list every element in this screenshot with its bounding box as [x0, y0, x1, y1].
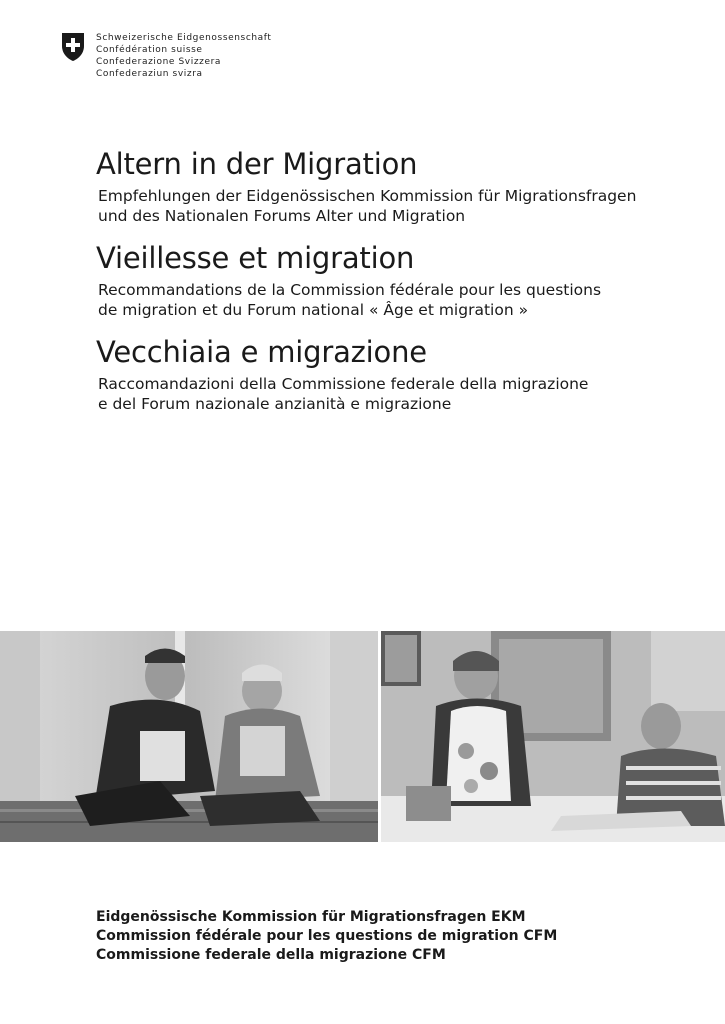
subtitle-line: Recommandations de la Commission fédérale pour les questions: [98, 281, 602, 299]
header: [60, 32, 272, 80]
elderly-couple-making-pasta-photo: [381, 631, 725, 842]
federal-names: [96, 32, 272, 80]
commission-name-it: Commissione federale della migrazione CFM: [96, 947, 446, 963]
subtitle-it: [98, 374, 696, 414]
title-block-it: [96, 334, 696, 414]
title-de: Altern in der Migration: [96, 147, 418, 181]
federal-name-de: Schweizerische Eidgenossenschaft: [96, 33, 272, 43]
subtitle-line: Empfehlungen der Eidgenössischen Kommission für Migrationsfragen: [98, 187, 637, 205]
subtitle-line: Raccomandazioni della Commissione federale della migrazione: [98, 375, 589, 393]
title-block-fr: [96, 240, 696, 320]
title-fr: Vieillesse et migration: [96, 241, 415, 275]
commission-name-de: Eidgenössische Kommission für Migrationsfragen EKM: [96, 909, 526, 925]
federal-name-fr: Confédération suisse: [96, 45, 203, 55]
federal-name-it: Confederazione Svizzera: [96, 57, 222, 67]
federal-name-rm: Confederaziun svizra: [96, 69, 203, 79]
photo-strip: [0, 631, 725, 842]
title-section: [96, 146, 696, 428]
two-elderly-men-sitting-talking-photo: [0, 631, 378, 842]
commission-name-fr: Commission fédérale pour les questions de migration CFM: [96, 928, 558, 944]
title-block-de: [96, 146, 696, 226]
subtitle-line: e del Forum nazionale anzianità e migrazione: [98, 395, 452, 413]
subtitle-line: de migration et du Forum national « Âge et migration »: [98, 301, 529, 319]
subtitle-de: [98, 186, 696, 226]
title-it: Vecchiaia e migrazione: [96, 335, 427, 369]
swiss-shield-icon: [60, 32, 86, 62]
subtitle-fr: [98, 280, 696, 320]
subtitle-line: und des Nationalen Forums Alter und Migration: [98, 207, 466, 225]
commission-names-footer: [96, 908, 557, 965]
